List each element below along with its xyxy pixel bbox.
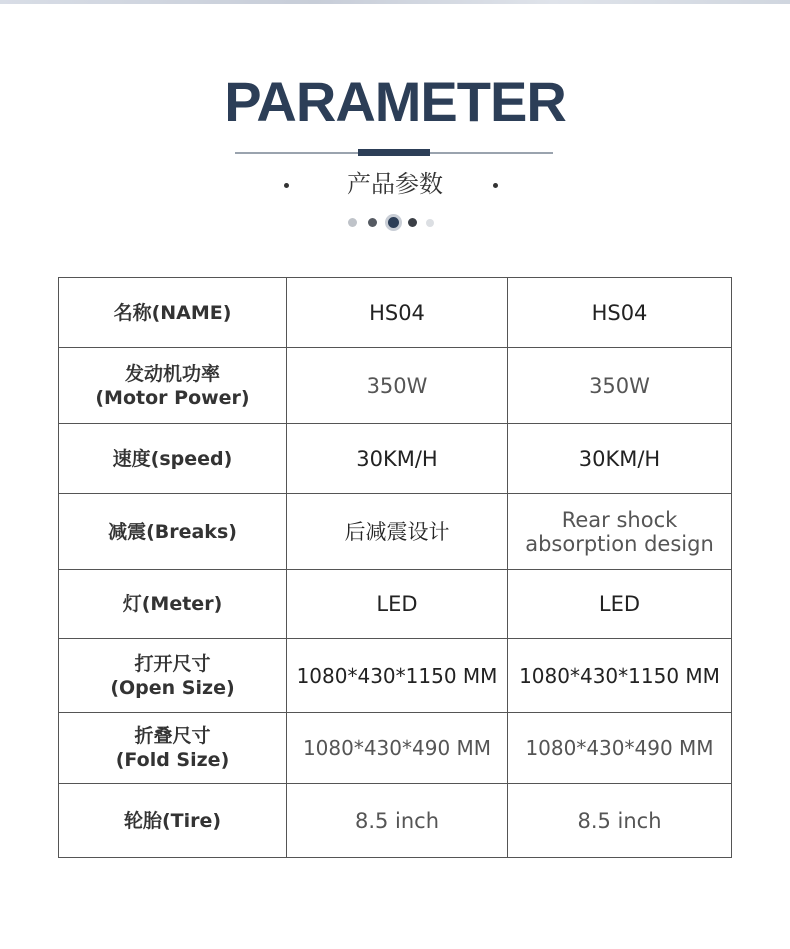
row-label: 速度(speed) [59,424,287,494]
table-row [59,424,732,494]
title-divider-accent [358,149,430,156]
row-value-2: 1080*430*490 MM [508,713,732,784]
top-decorative-strip [0,0,790,4]
dot-1 [348,218,357,227]
table-row [59,639,732,713]
subtitle-bullet-right [493,183,498,188]
row-value-1: LED [287,570,508,639]
parameter-table [58,277,732,858]
row-label: 灯(Meter) [59,570,287,639]
row-label: 发动机功率 (Motor Power) [59,348,287,424]
row-label: 名称(NAME) [59,278,287,348]
row-value-2: 350W [508,348,732,424]
row-value-1: 1080*430*1150 MM [287,639,508,713]
table-row [59,348,732,424]
table-row [59,713,732,784]
table-row [59,570,732,639]
page-title: PARAMETER [224,70,566,133]
row-value-1: 后减震设计 [287,494,508,570]
row-label: 轮胎(Tire) [59,784,287,858]
row-value-1: 350W [287,348,508,424]
row-value-2: 30KM/H [508,424,732,494]
row-value-2: LED [508,570,732,639]
table-row [59,784,732,858]
table-row [59,278,732,348]
dot-active [385,214,402,231]
row-value-2: Rear shock absorption design [508,494,732,570]
table-row [59,494,732,570]
row-value-2: 1080*430*1150 MM [508,639,732,713]
row-value-1: 8.5 inch [287,784,508,858]
pagination-dots [0,214,790,230]
dot-5 [426,219,434,227]
row-label: 减震(Breaks) [59,494,287,570]
row-value-2: HS04 [508,278,732,348]
dot-2 [368,218,377,227]
page-subtitle: 产品参数 [347,170,443,198]
row-label: 打开尺寸 (Open Size) [59,639,287,713]
row-value-1: 30KM/H [287,424,508,494]
row-label: 折叠尺寸 (Fold Size) [59,713,287,784]
row-value-2: 8.5 inch [508,784,732,858]
dot-4 [408,218,417,227]
row-value-1: 1080*430*490 MM [287,713,508,784]
row-value-1: HS04 [287,278,508,348]
